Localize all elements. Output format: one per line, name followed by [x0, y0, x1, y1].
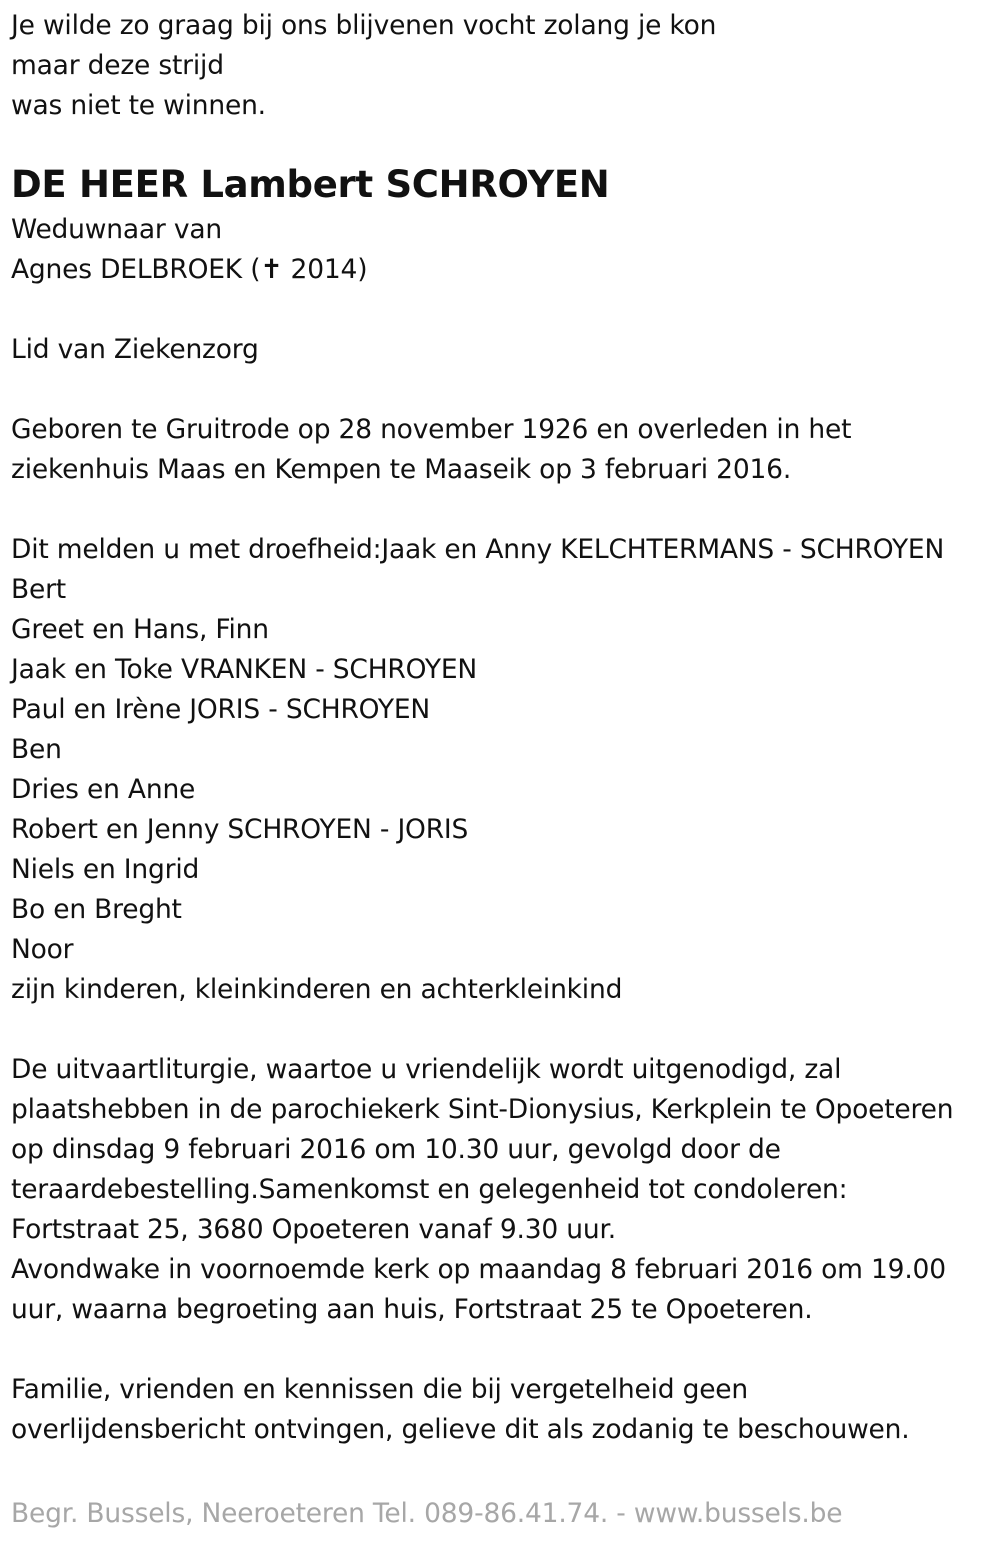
spacer: [11, 370, 991, 410]
funeral-line: Fortstraat 25, 3680 Opoeteren vanaf 9.30 uur.: [11, 1214, 616, 1245]
mourner-line: Robert en Jenny SCHROYEN - JORIS: [11, 814, 469, 845]
spouse-line: Agnes DELBROEK (✝ 2014): [11, 254, 368, 285]
spouse-info: [11, 210, 991, 290]
funeral-line: De uitvaartliturgie, waartoe u vriendelijk wordt uitgenodigd, zal: [11, 1054, 842, 1085]
mourner-line: Greet en Hans, Finn: [11, 614, 269, 645]
mourner-line: Jaak en Toke VRANKEN - SCHROYEN: [11, 654, 478, 685]
birth-death-info: [11, 410, 991, 490]
notice-line: Familie, vrienden en kennissen die bij vergetelheid geen: [11, 1374, 749, 1405]
funeral-line: plaatshebben in de parochiekerk Sint-Dionysius, Kerkplein te Opoeteren: [11, 1094, 954, 1125]
poem-line: maar deze strijd: [11, 50, 224, 81]
funeral-line: uur, waarna begroeting aan huis, Fortstraat 25 te Opoeteren.: [11, 1294, 813, 1325]
funeral-line: teraardebestelling.Samenkomst en gelegenheid tot condoleren:: [11, 1174, 848, 1205]
spouse-line: Weduwnaar van: [11, 214, 222, 245]
deceased-name: DE HEER Lambert SCHROYEN: [11, 163, 610, 206]
funeral-info: [11, 1050, 991, 1330]
poem-line: Je wilde zo graag bij ons blijvenen vocht zolang je kon: [11, 10, 717, 41]
mourner-line: Bo en Breght: [11, 894, 182, 925]
birth-death-line: ziekenhuis Maas en Kempen te Maaseik op 3 februari 2016.: [11, 454, 792, 485]
notice-line: overlijdensbericht ontvingen, gelieve dit als zodanig te beschouwen.: [11, 1414, 910, 1445]
notice: [11, 1370, 991, 1450]
funeral-home-footer: Begr. Bussels, Neeroeteren Tel. 089-86.41.74. - www.bussels.be: [11, 1498, 843, 1529]
spacer: [11, 1010, 991, 1050]
mourner-line: zijn kinderen, kleinkinderen en achterkleinkind: [11, 974, 623, 1005]
birth-death-line: Geboren te Gruitrode op 28 november 1926 en overleden in het: [11, 414, 852, 445]
mourner-line: Bert: [11, 574, 66, 605]
mourners-list: [11, 530, 991, 1010]
obituary-notice: [11, 6, 991, 1450]
mourner-line: Dries en Anne: [11, 774, 196, 805]
funeral-line: Avondwake in voornoemde kerk op maandag 8 februari 2016 om 19.00: [11, 1254, 946, 1285]
funeral-line: op dinsdag 9 februari 2016 om 10.30 uur, gevolgd door de: [11, 1134, 781, 1165]
spacer: [11, 1330, 991, 1370]
spacer: [11, 490, 991, 530]
mourner-line: Paul en Irène JORIS - SCHROYEN: [11, 694, 431, 725]
poem-line: was niet te winnen.: [11, 90, 266, 121]
mourner-line: Dit melden u met droefheid:Jaak en Anny KELCHTERMANS - SCHROYEN: [11, 534, 945, 565]
membership: Lid van Ziekenzorg: [11, 334, 259, 365]
mourner-line: Niels en Ingrid: [11, 854, 200, 885]
poem: [11, 6, 991, 126]
spacer: [11, 290, 991, 330]
mourner-line: Ben: [11, 734, 62, 765]
mourner-line: Noor: [11, 934, 74, 965]
